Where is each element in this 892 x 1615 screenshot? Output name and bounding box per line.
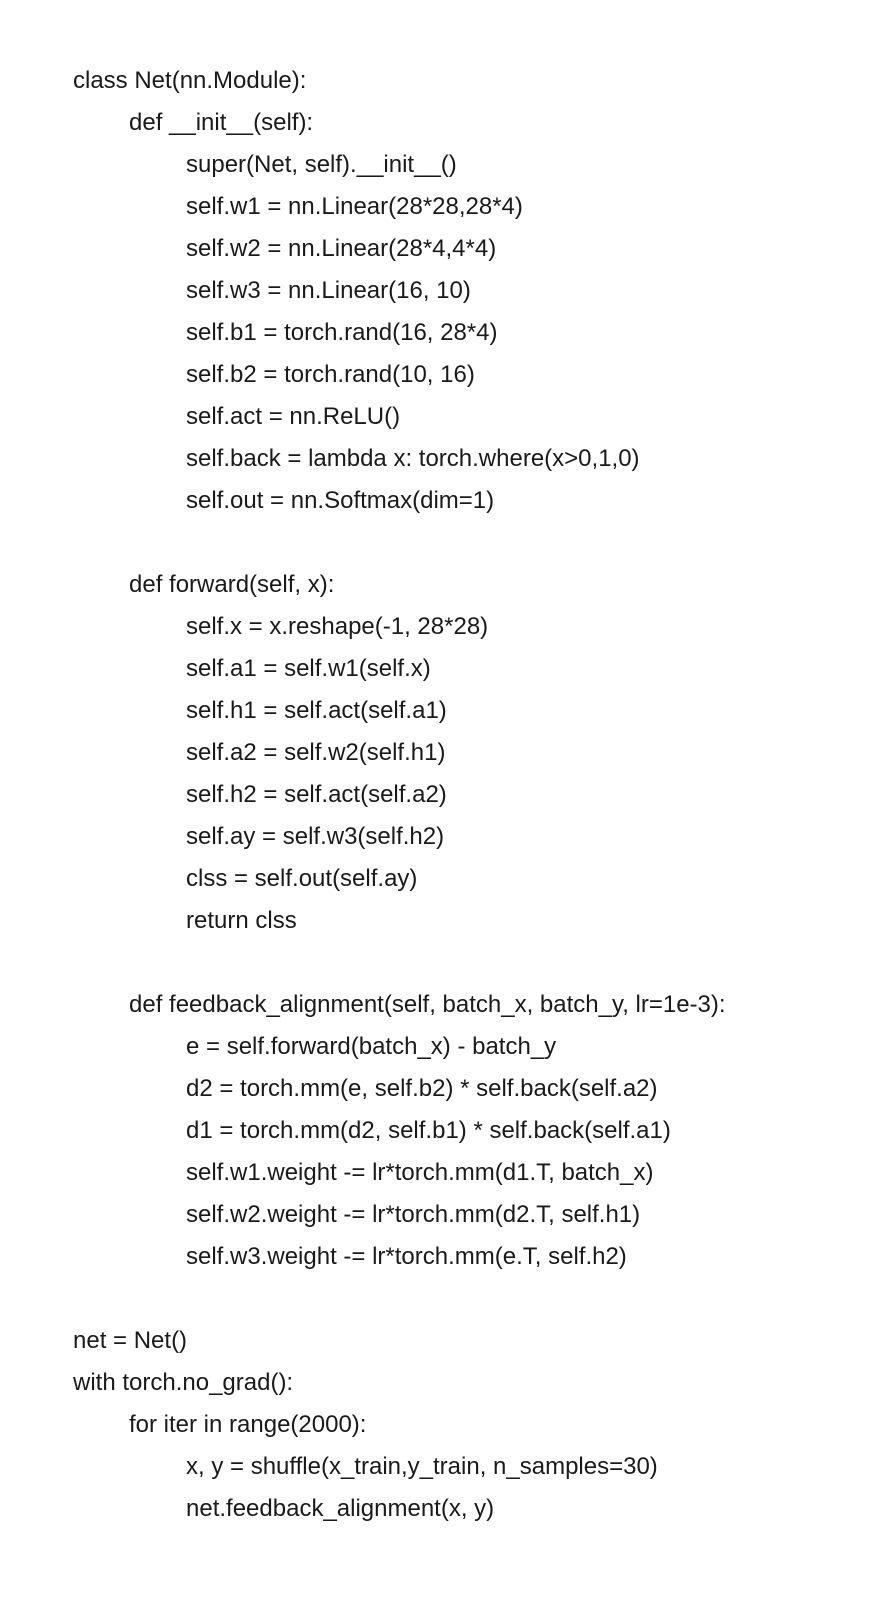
code-line: d2 = torch.mm(e, self.b2) * self.back(self.a2) [186, 1075, 658, 1102]
blank-line [73, 942, 726, 984]
code-line: e = self.forward(batch_x) - batch_y [186, 1033, 557, 1060]
code-line: return clss [186, 907, 297, 934]
code-line: self.w3 = nn.Linear(16, 10) [186, 277, 471, 304]
code-line: self.h2 = self.act(self.a2) [186, 781, 447, 808]
code-line: self.a2 = self.w2(self.h1) [186, 739, 446, 766]
code-line: self.w2.weight -= lr*torch.mm(d2.T, self.h1) [186, 1201, 641, 1228]
code-line: clss = self.out(self.ay) [186, 865, 418, 892]
code-line: super(Net, self).__init__() [186, 151, 457, 178]
code-line: class Net(nn.Module): [73, 67, 307, 94]
code-line: self.x = x.reshape(-1, 28*28) [186, 613, 489, 640]
code-line: self.out = nn.Softmax(dim=1) [186, 487, 495, 514]
code-line: net.feedback_alignment(x, y) [186, 1495, 495, 1522]
code-line: self.a1 = self.w1(self.x) [186, 655, 431, 682]
code-line: def __init__(self): [129, 109, 314, 136]
code-line: def forward(self, x): [129, 571, 335, 598]
code-line: self.act = nn.ReLU() [186, 403, 401, 430]
code-line: x, y = shuffle(x_train,y_train, n_samples=30) [186, 1453, 658, 1480]
code-line: self.ay = self.w3(self.h2) [186, 823, 445, 850]
blank-line [73, 522, 726, 564]
code-line: self.w1.weight -= lr*torch.mm(d1.T, batch_x) [186, 1159, 654, 1186]
code-line: self.w1 = nn.Linear(28*28,28*4) [186, 193, 523, 220]
code-line: with torch.no_grad(): [73, 1369, 294, 1396]
code-line: net = Net() [73, 1327, 188, 1354]
code-line: self.w2 = nn.Linear(28*4,4*4) [186, 235, 497, 262]
code-line: for iter in range(2000): [129, 1411, 367, 1438]
code-line: self.h1 = self.act(self.a1) [186, 697, 447, 724]
blank-line [73, 1278, 726, 1320]
code-line: d1 = torch.mm(d2, self.b1) * self.back(self.a1) [186, 1117, 671, 1144]
code-block [73, 60, 726, 1530]
code-line: self.back = lambda x: torch.where(x>0,1,0) [186, 445, 640, 472]
code-line: self.w3.weight -= lr*torch.mm(e.T, self.h2) [186, 1243, 627, 1270]
code-line: def feedback_alignment(self, batch_x, batch_y, lr=1e-3): [129, 991, 726, 1018]
code-line: self.b2 = torch.rand(10, 16) [186, 361, 475, 388]
code-line: self.b1 = torch.rand(16, 28*4) [186, 319, 498, 346]
